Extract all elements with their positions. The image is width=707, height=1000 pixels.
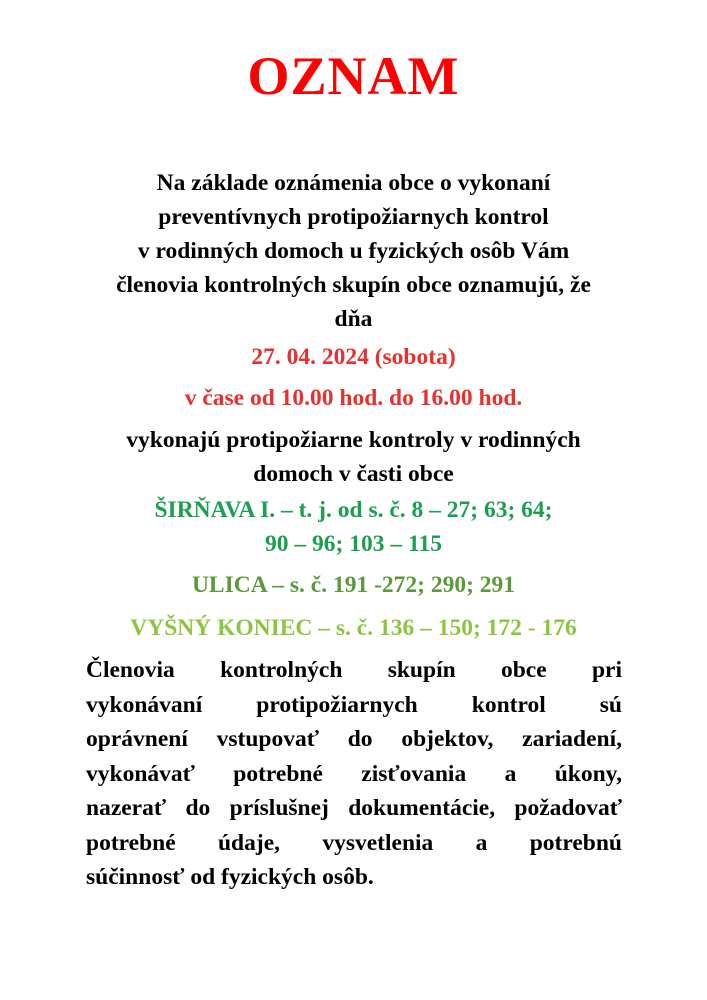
area-vysny-koniec bbox=[60, 611, 647, 645]
area-line: 90 – 96; 103 – 115 bbox=[265, 531, 442, 557]
intro-line: Na základe oznámenia obce o vykonaní bbox=[156, 170, 551, 196]
intro-paragraph bbox=[60, 166, 647, 336]
rights-line: potrebné údaje, vysvetlenia a potrebnú bbox=[86, 829, 622, 856]
intro-line: v rodinných domoch u fyzických osôb Vám bbox=[137, 238, 570, 264]
inspection-line: domoch v časti obce bbox=[253, 461, 454, 487]
intro-line: členovia kontrolných skupín obce oznamujú, že bbox=[116, 272, 591, 298]
intro-line: dňa bbox=[334, 306, 373, 332]
rights-line: vykonávaní protipožiarnych kontrol sú bbox=[86, 691, 622, 718]
area-ulica bbox=[60, 568, 647, 602]
intro-line: preventívnych protipožiarnych kontrol bbox=[158, 204, 549, 230]
date-text: 27. 04. 2024 (sobota) bbox=[251, 344, 456, 370]
area-line: ULICA – s. č. 191 -272; 290; 291 bbox=[191, 572, 516, 598]
rights-line: nazerať do príslušnej dokumentácie, požadovať bbox=[86, 795, 622, 821]
rights-line: súčinnosť od fyzických osôb. bbox=[86, 864, 374, 890]
inspection-line: vykonajú protipožiarne kontroly v rodinných bbox=[126, 427, 581, 453]
rights-line: Členovia kontrolných skupín obce pri bbox=[86, 657, 622, 683]
rights-line: oprávnení vstupovať do objektov, zariadení, bbox=[86, 726, 622, 752]
time-text: v čase od 10.00 hod. do 16.00 hod. bbox=[184, 385, 523, 411]
notice-title: OZNAM bbox=[247, 46, 460, 106]
rights-line: vykonávať potrebné zisťovania a úkony, bbox=[86, 760, 622, 787]
area-line: ŠIRŇAVA I. – t. j. od s. č. 8 – 27; 63; 64; bbox=[154, 497, 553, 523]
inspection-time bbox=[60, 381, 647, 415]
rights-paragraph bbox=[86, 653, 622, 895]
area-sirnava bbox=[60, 493, 647, 561]
area-line: VYŠNÝ KONIEC – s. č. 136 – 150; 172 - 176 bbox=[130, 615, 577, 641]
inspection-paragraph bbox=[60, 423, 647, 491]
inspection-date bbox=[60, 340, 647, 374]
